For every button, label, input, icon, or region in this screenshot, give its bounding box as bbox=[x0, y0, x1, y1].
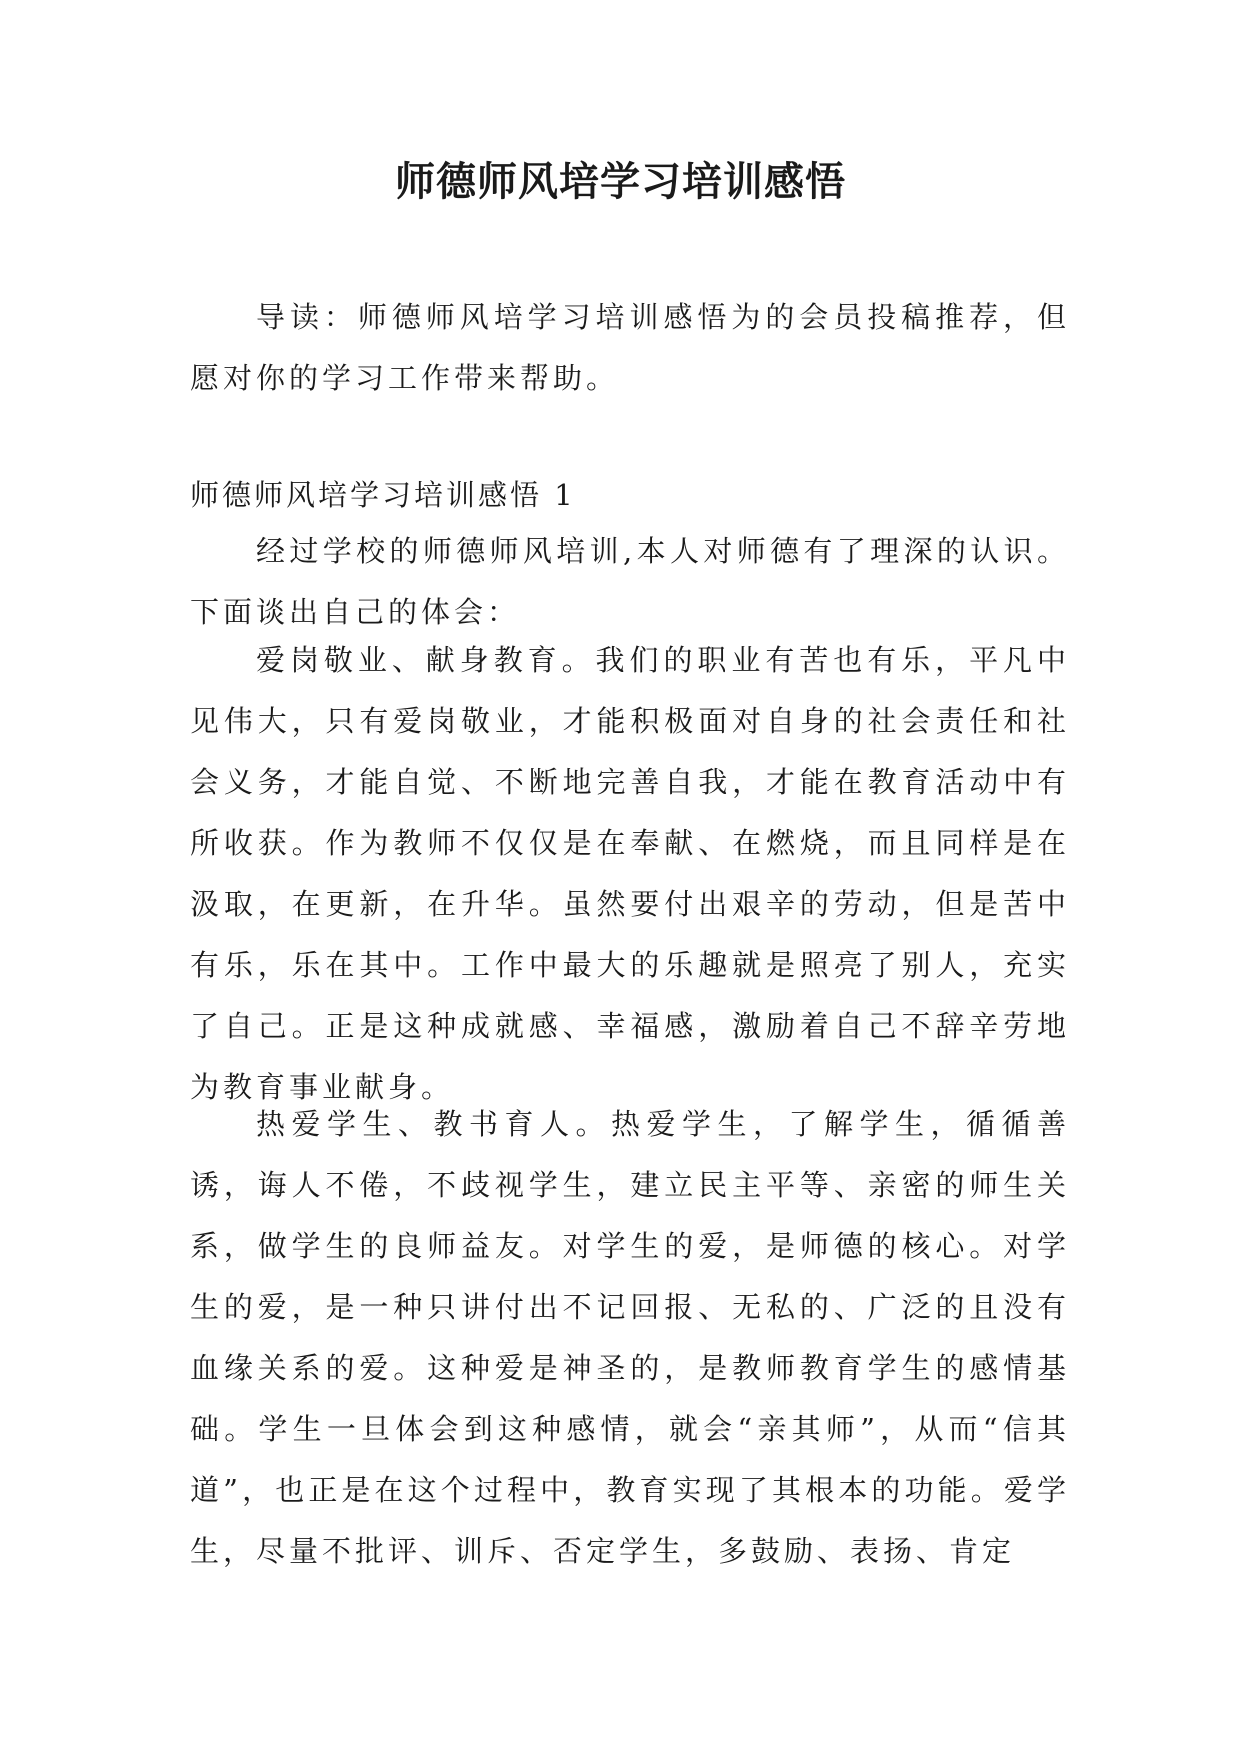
body-paragraph-1: 经过学校的师德师风培训,本人对师德有了理深的认识。下面谈出自己的体会： bbox=[190, 534, 1070, 629]
document-title: 师德师风培学习培训感悟 bbox=[395, 159, 846, 205]
intro-paragraph: 导读：师德师风培学习培训感悟为的会员投稿推荐，但愿对你的学习工作带来帮助。 bbox=[190, 300, 1070, 395]
section-heading: 师德师风培学习培训感悟 1 bbox=[190, 478, 576, 512]
body-paragraph-2: 爱岗敬业、献身教育。我们的职业有苦也有乐，平凡中见伟大，只有爱岗敬业，才能积极面对自身的社会责任和社会义务，才能自觉、不断地完善自我，才能在教育活动中有所收获。作为教师不仅仅是在奉献、在燃烧，而且同样是在汲取，在更新，在升华。虽然要付出艰辛的劳动，但是苦中有乐，乐在其中。工作中最大的乐趣就是照亮了别人，充实了自己。正是这种成就感、幸福感，激励着自己不辞辛劳地为教育事业献身。 bbox=[190, 643, 1070, 1104]
body-paragraph-3: 热爱学生、教书育人。热爱学生，了解学生，循循善诱，诲人不倦，不歧视学生，建立民主平等、亲密的师生关系，做学生的良师益友。对学生的爱，是师德的核心。对学生的爱，是一种只讲付出不记回报、无私的、广泛的且没有血缘关系的爱。这种爱是神圣的，是教师教育学生的感情基础。学生一旦体会到这种感情，就会“亲其师”，从而“信其道”，也正是在这个过程中，教育实现了其根本的功能。爱学生，尽量不批评、训斥、否定学生，多鼓励、表扬、肯定 bbox=[190, 1107, 1070, 1568]
